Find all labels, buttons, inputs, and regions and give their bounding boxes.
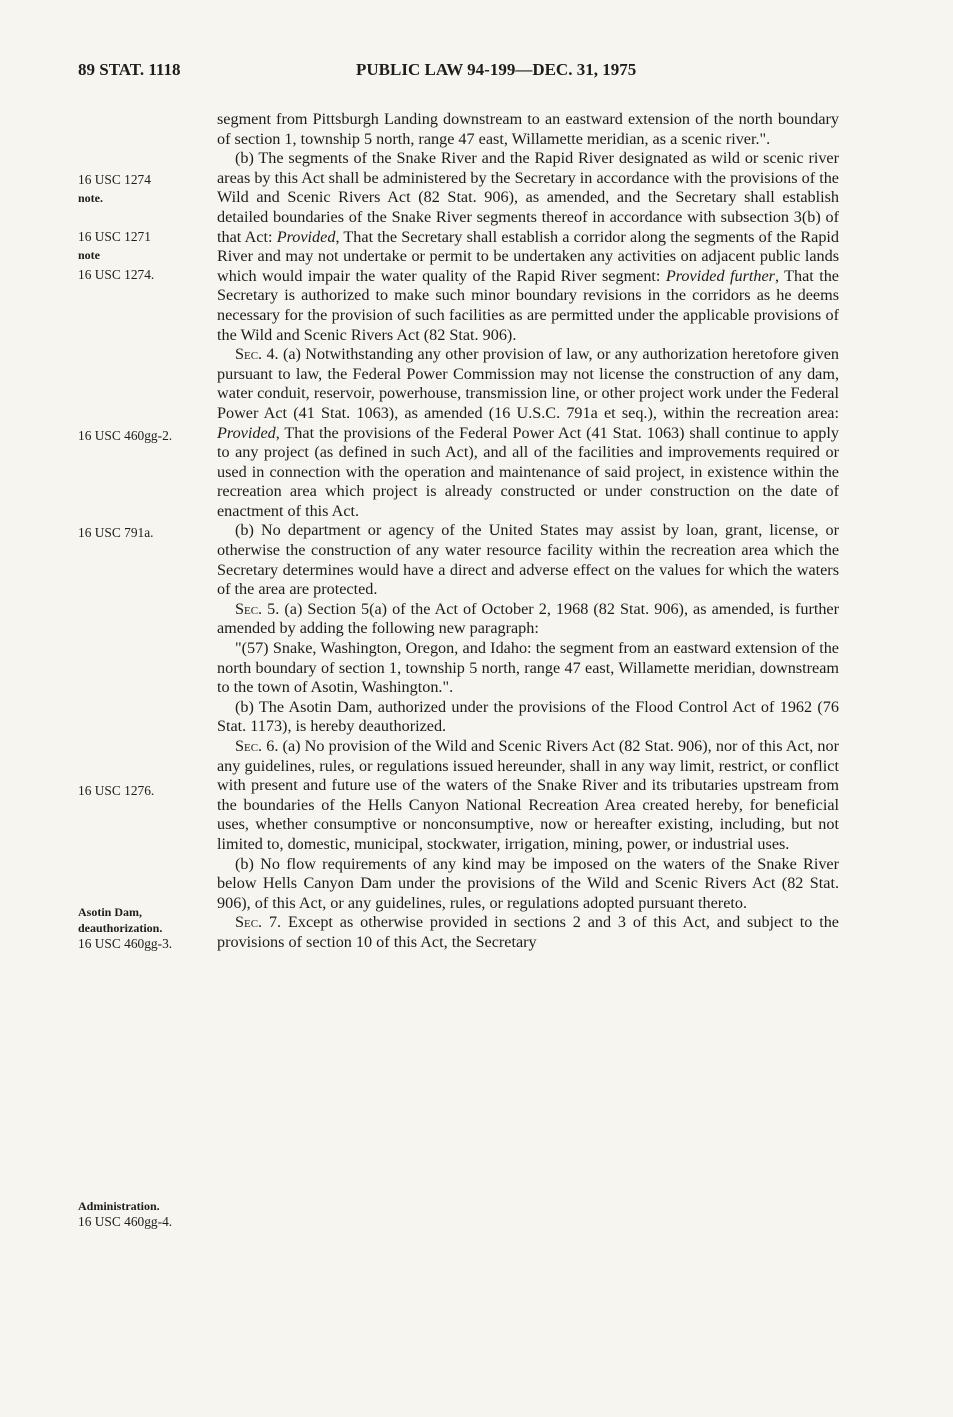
page-reference: 89 STAT. 1118 [78, 60, 181, 79]
paragraph-sec5a: Sec. 5. (a) Section 5(a) of the Act of October 2, 1968 (82 Stat. 906), as amended, is further amended by adding the following new paragraph: [217, 599, 840, 638]
statute-body [217, 110, 839, 953]
page-header [78, 60, 858, 84]
margin-note-460gg-2: 16 USC 460gg-2. [78, 428, 173, 443]
paragraph-1: segment from Pittsburgh Landing downstream to an eastward extension of the north boundary of section 1, township 5 north, range 47 east, Willamette meridian, as a scenic river.". [217, 110, 839, 148]
margin-note-note: note. [78, 191, 103, 205]
paragraph-sec4a: Sec. 4. (a) Notwithstanding any other provision of law, or any authorization heretofore given pursuant to law, the Federal Power Commission may not license the construction of any dam, water conduit, reservoir, powerhouse, transmission line, or other project work under the Federal Power Act (41 Stat. 1063), as amended (16 U.S.C. 791a et seq.), within the recreation area: Provided, That the provisions of the Federal Power Act (41 Stat. 1063) shall continue to apply to any project (as defined in such Act), and all of the facilities and improvements required or used in connection with the operation and maintenance of said project, in existence within the recreation area which project is already constructed or under construction on the date of enactment of this Act. [217, 345, 839, 520]
paragraph-sec6b: (b) No flow requirements of any kind may be imposed on the waters of the Snake River below Hells Canyon Dam under the provisions of the Wild and Scenic Rivers Act (82 Stat. 906), of this Act, or any guidelines, rules, or regulations adopted pursuant thereto. [217, 854, 839, 912]
paragraph-57: "(57) Snake, Washington, Oregon, and Idaho: the segment from an eastward extension of the north boundary of section 1, township 5 north, range 47 east, Willamette meridian, downstream to the town of Asotin, Washington.". [217, 639, 839, 697]
margin-note-16usc1271: 16 USC 1271 [78, 229, 151, 244]
section-4-label: Sec. 4. [235, 345, 279, 364]
paragraph-sec6a: Sec. 6. (a) No provision of the Wild and Scenic Rivers Act (82 Stat. 906), nor of this Act, nor any guidelines, rules, or regulations issued hereunder, shall in any way limit, restrict, or conflict with present and future use of the waters of the Snake River and its tributaries upstream from the boundaries of the Hells Canyon National Recreation Area created hereby, for beneficial uses, whether consumptive or nonconsumptive, now or hereafter existing, including, but not limited to, domestic, municipal, stockwater, irrigation, mining, power, or industrial uses. [217, 737, 840, 853]
section-5-label: Sec. 5. [235, 599, 280, 618]
paragraph-sec7: Sec. 7. Except as otherwise provided in sections 2 and 3 of this Act, and subject to the provisions of section 10 of this Act, the Secretary [217, 913, 839, 951]
margin-note-16usc1274: 16 USC 1274 [78, 172, 151, 187]
section-7-label: Sec. 7. [235, 913, 282, 932]
section-6-label: Sec. 6. [235, 737, 279, 755]
margin-note-16usc1274-b: 16 USC 1274. [78, 267, 155, 282]
margin-note-asotin-dam: Asotin Dam, deauthorization. 16 USC 460gg-3. [78, 905, 173, 951]
law-title: PUBLIC LAW 94-199—DEC. 31, 1975 [356, 60, 637, 79]
paragraph-sec5b: (b) The Asotin Dam, authorized under the provisions of the Flood Control Act of 1962 (76 Stat. 1173), is hereby deauthorized. [217, 697, 839, 736]
margin-note-791a: 16 USC 791a. [78, 525, 154, 540]
margin-note-administration: Administration. 16 USC 460gg-4. [78, 1199, 173, 1229]
margin-note-1276: 16 USC 1276. [78, 783, 155, 798]
margin-note-note-2: note [78, 248, 100, 262]
paragraph-sec3b: (b) The segments of the Snake River and the Rapid River designated as wild or scenic river areas by this Act shall be administered by the Secretary in accordance with the provisions of the Wild and Scenic Rivers Act (82 Stat. 906), as amended, and the Secretary shall establish detailed boundaries of the Snake River segments thereof in accordance with subsection 3(b) of that Act: Provided, That the Secretary shall establish a corridor along the segments of the Rapid River and may not undertake or permit to be undertaken any activities on adjacent public lands which would impair the water quality of the Rapid River segment: Provided further, That the Secretary is authorized to make such minor boundary revisions in the corridors as he deems necessary for the provision of such facilities as are permitted under the applicable provisions of the Wild and Scenic Rivers Act (82 Stat. 906). [217, 149, 840, 344]
paragraph-sec4b: (b) No department or agency of the United States may assist by loan, grant, license, or otherwise the construction of any water resource facility within the recreation area which the Secretary determines would have a direct and adverse effect on the values for which the waters of the area are protected. [217, 521, 839, 599]
